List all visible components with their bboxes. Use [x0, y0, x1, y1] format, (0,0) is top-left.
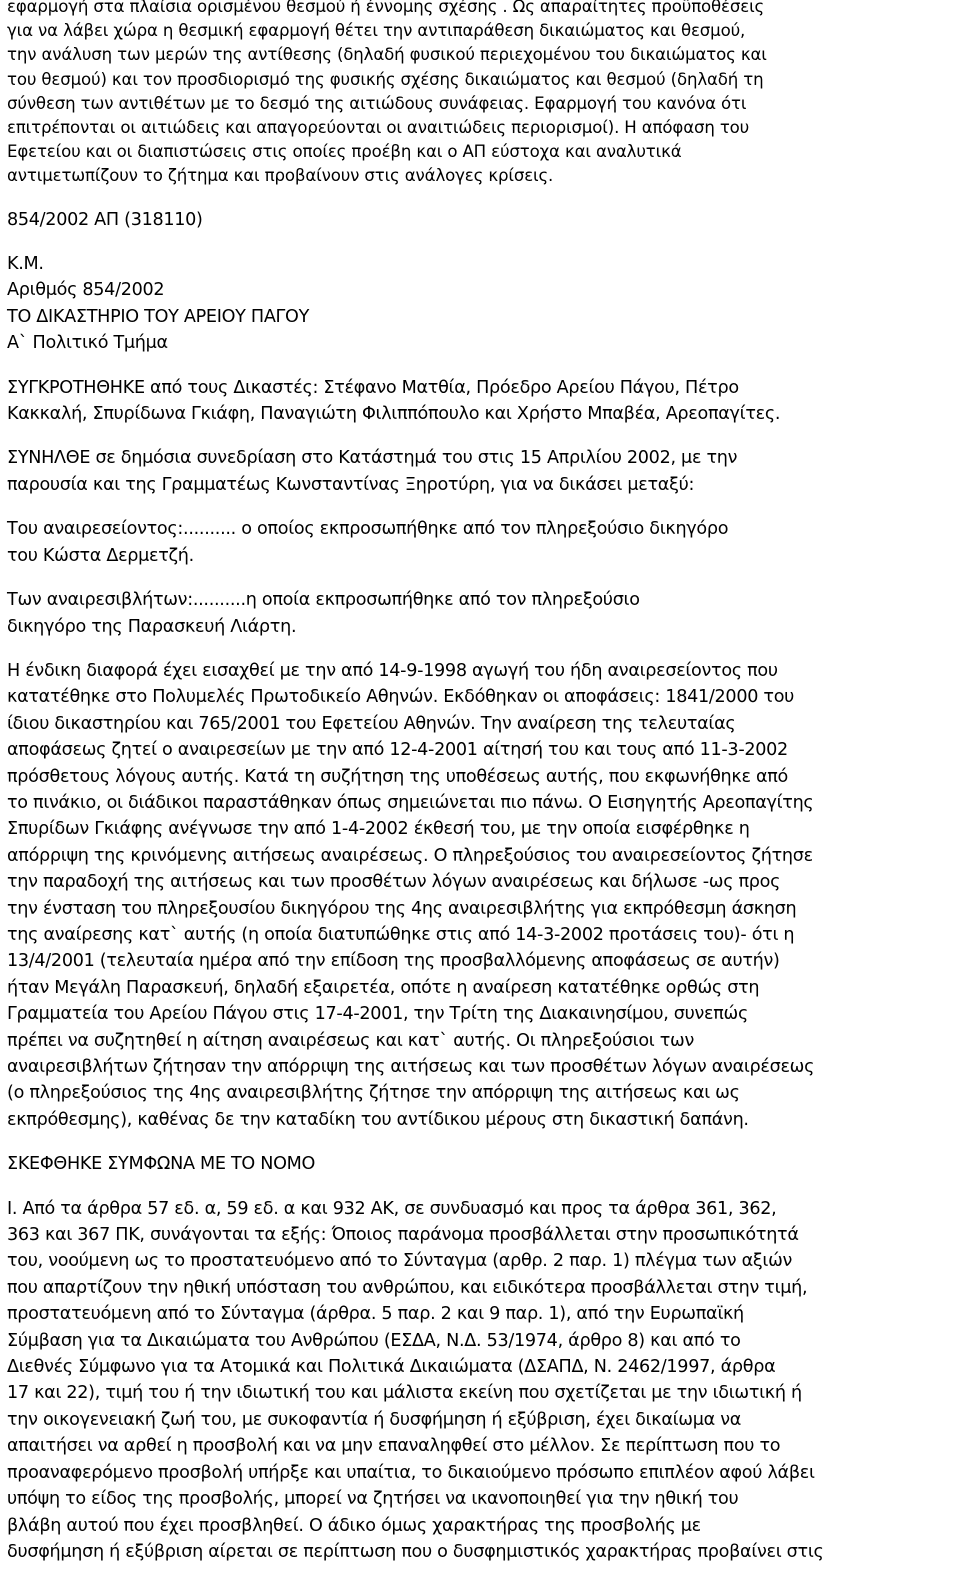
text-line: δυσφήμηση ή εξύβριση αίρεται σε περίπτωση που ο δυσφημιστικός χαρακτήρας προβαίνει στις — [7, 1541, 824, 1562]
text-line: Σύμβαση για τα Δικαιώματα του Ανθρώπου (ΕΣΔΑ, Ν.Δ. 53/1974, άρθρο 8) και από το — [7, 1330, 741, 1351]
text-line: του θεσμού) και τον προσδιορισμό της φυσικής σχέσης δικαιώματος και θεσμού (δηλαδή τη — [7, 69, 764, 89]
intro-paragraph — [7, 0, 953, 189]
text-line: την ανάλυση των μερών της αντίθεσης (δηλαδή φυσικού περιεχομένου του δικαιώματος και — [7, 45, 767, 65]
reasoning-paragraph — [7, 1196, 953, 1566]
text-line: δικηγόρο της Παρασκευή Λιάρτη. — [7, 616, 297, 637]
text-line: που απαρτίζουν την ηθική υπόσταση του ανθρώπου, και ειδικότερα προσβάλλεται στην τιμή, — [7, 1277, 808, 1298]
text-line: Των αναιρεσιβλήτων:..........η οποία εκπροσωπήθηκε από τον πληρεξούσιο — [7, 590, 640, 611]
text-line: ΣΥΝΗΛΘΕ σε δημόσια συνεδρίαση στο Κατάστημά του στις 15 Απριλίου 2002, με την — [7, 448, 738, 469]
session-paragraph — [7, 445, 953, 498]
text-line: του Κώστα Δερμετζή. — [7, 545, 194, 566]
section-heading: ΣΚΕΦΘΗΚΕ ΣΥΜΦΩΝΑ ΜΕ ΤΟ ΝΟΜΟ — [7, 1154, 316, 1175]
text-line: Διεθνές Σύμφωνο για τα Ατομικά και Πολιτικά Δικαιώματα (ΔΣΑΠΔ, Ν. 2462/1997, άρθρα — [7, 1357, 776, 1378]
text-line: υπόψη το είδος της προσβολής, μπορεί να ζητήσει να ικανοποιηθεί για την ηθική του — [7, 1489, 739, 1510]
court-header-line: Α` Πολιτικό Τμήμα — [7, 333, 168, 354]
text-line: (ο πληρεξούσιος της 4ης αναιρεσιβλήτης ζήτησε την απόρριψη της αιτήσεως και ως — [7, 1083, 740, 1104]
court-header-line: Αριθμός 854/2002 — [7, 280, 165, 301]
text-line: πρόσθετους λόγους αυτής. Κατά τη συζήτηση της υποθέσεως αυτής, που εκφωνήθηκε από — [7, 766, 789, 787]
text-line: εφαρμογή στα πλαίσια ορισμένου θεσμού ή έννομης σχέσης . Ως απαραίτητες προϋποθέσεις — [7, 0, 765, 16]
text-line: για να λάβει χώρα η θεσμική εφαρμογή θέτει την αντιπαράθεση δικαιώματος και θεσμού, — [7, 21, 746, 41]
text-line: προστατευόμενη από το Σύνταγμα (άρθρα. 5 παρ. 2 και 9 παρ. 1), από την Ευρωπαϊκή — [7, 1304, 744, 1325]
text-line: την παραδοχή της αιτήσεως και των προσθέτων λόγων αναιρέσεως και δήλωσε -ως προς — [7, 872, 781, 893]
text-line: αποφάσεως ζητεί ο αναιρεσείων με την από 12-4-2001 αίτησή του και τους από 11-3-2002 — [7, 740, 788, 761]
text-line: Ι. Από τα άρθρα 57 εδ. α, 59 εδ. α και 932 ΑΚ, σε συνδυασμό και προς τα άρθρα 361, 362, — [7, 1198, 777, 1219]
decision-reference: 854/2002 ΑΠ (318110) — [7, 209, 203, 230]
text-line: Κακκαλή, Σπυρίδωνα Γκιάφη, Παναγιώτη Φιλιππόπουλο και Χρήστο Μπαβέα, Αρεοπαγίτες. — [7, 404, 781, 425]
text-line: Η ένδικη διαφορά έχει εισαχθεί με την από 14-9-1998 αγωγή του ήδη αναιρεσείοντος που — [7, 660, 778, 681]
text-line: αντιμετωπίζουν το ζήτημα και προβαίνουν στις ανάλογες κρίσεις. — [7, 166, 554, 186]
text-line: 363 και 367 ΠΚ, συνάγονται τα εξής: Όποιος παράνομα προσβάλλεται στην προσωπικότητά — [7, 1225, 799, 1246]
text-line: 17 και 22), τιμή του ή την ιδιωτική του και μάλιστα εκείνη που σχετίζεται με την ιδιωτική ή — [7, 1383, 802, 1404]
text-line: εκπρόθεσμης), καθένας δε την καταδίκη του αντίδικου μέρους στη δικαστική δαπάνη. — [7, 1109, 749, 1130]
case-paragraph — [7, 658, 953, 1133]
text-line: προαναφερόμενο προσβολή υπήρξε και υπαίτια, το δικαιούμενο πρόσωπο επιπλέον αφού λάβει — [7, 1462, 815, 1483]
text-line: κατατέθηκε στο Πολυμελές Πρωτοδικείο Αθηνών. Εκδόθηκαν οι αποφάσεις: 1841/2000 του — [7, 687, 795, 708]
text-line: πρέπει να συζητηθεί η αίτηση αναιρέσεως και κατ` αυτής. Οι πληρεξούσιοι των — [7, 1030, 694, 1051]
text-line: Σπυρίδων Γκιάφης ανέγνωσε την από 1-4-2002 έκθεσή του, με την οποία εισφέρθηκε η — [7, 819, 750, 840]
text-line: επιτρέπονται οι αιτιώδεις και απαγορεύονται οι αναιτιώδεις περιορισμοί). Η απόφαση του — [7, 118, 750, 138]
text-line: την ένσταση του πληρεξουσίου δικηγόρου της 4ης αναιρεσιβλήτης για εκπρόθεσμη άσκηση — [7, 898, 797, 919]
text-line: ίδιου δικαστηρίου και 765/2001 του Εφετείου Αθηνών. Την αναίρεση της τελευταίας — [7, 713, 736, 734]
appellant-paragraph — [7, 516, 953, 569]
text-line: παρουσία και της Γραμματέως Κωνσταντίνας Ξηροτύρη, για να δικάσει μεταξύ: — [7, 474, 695, 495]
text-line: Γραμματεία του Αρείου Πάγου στις 17-4-2001, την Τρίτη της Διακαινησίμου, συνεπώς — [7, 1004, 749, 1025]
text-line: το πινάκιο, οι διάδικοι παραστάθηκαν όπως σημειώνεται πιο πάνω. Ο Εισηγητής Αρεοπαγίτης — [7, 792, 814, 813]
court-header-line: ΤΟ ΔΙΚΑΣΤΗΡΙΟ ΤΟΥ ΑΡΕΙΟΥ ΠΑΓΟΥ — [7, 306, 310, 327]
text-line: την οικογενειακή ζωή του, με συκοφαντία ή δυσφήμηση ή εξύβριση, έχει δικαίωμα να — [7, 1409, 742, 1430]
composition-paragraph — [7, 375, 953, 428]
text-line: Του αναιρεσείοντος:.......... ο οποίος εκπροσωπήθηκε από τον πληρεξούσιο δικηγόρο — [7, 519, 729, 540]
text-line: βλάβη αυτού που έχει προσβληθεί. Ο άδικο όμως χαρακτήρας της προσβολής με — [7, 1515, 701, 1536]
court-header-line: Κ.Μ. — [7, 254, 44, 275]
text-line: απόρριψη της κρινόμενης αιτήσεως αναιρέσεως. Ο πληρεξούσιος του αναιρεσείοντος ζήτησε — [7, 845, 813, 866]
text-line: της αναίρεσης κατ` αυτής (η οποία διατυπώθηκε στις από 14-3-2002 προτάσεις του)- ότι η — [7, 924, 795, 945]
document-page — [7, 0, 953, 1565]
text-line: απαιτήσει να αρθεί η προσβολή και να μην επαναληφθεί στο μέλλον. Σε περίπτωση που το — [7, 1436, 781, 1457]
text-line: ήταν Μεγάλη Παρασκευή, δηλαδή εξαιρετέα, οπότε η αναίρεση κατατέθηκε ορθώς στη — [7, 977, 760, 998]
text-line: σύνθεση των αντιθέτων με το δεσμό της αιτιώδους συνάφειας. Εφαρμογή του κανόνα ότι — [7, 93, 747, 113]
text-line: 13/4/2001 (τελευταία ημέρα από την επίδοση της προσβαλλόμενης αποφάσεως σε αυτήν) — [7, 951, 780, 972]
text-line: αναιρεσιβλήτων ζήτησαν την απόρριψη της αιτήσεως και των προσθέτων λόγων αναιρέσεως — [7, 1057, 815, 1077]
text-line: ΣΥΓΚΡΟΤΗΘΗΚΕ από τους Δικαστές: Στέφανο Ματθία, Πρόεδρο Αρείου Πάγου, Πέτρο — [7, 377, 739, 398]
text-line: του, νοούμενη ως το προστατευόμενο από το Σύνταγμα (αρθρ. 2 παρ. 1) πλέγμα των αξιών — [7, 1251, 793, 1272]
text-line: Εφετείου και οι διαπιστώσεις στις οποίες προέβη και ο ΑΠ εύστοχα και αναλυτικά — [7, 142, 682, 162]
court-header — [7, 251, 953, 357]
respondent-paragraph — [7, 587, 953, 640]
